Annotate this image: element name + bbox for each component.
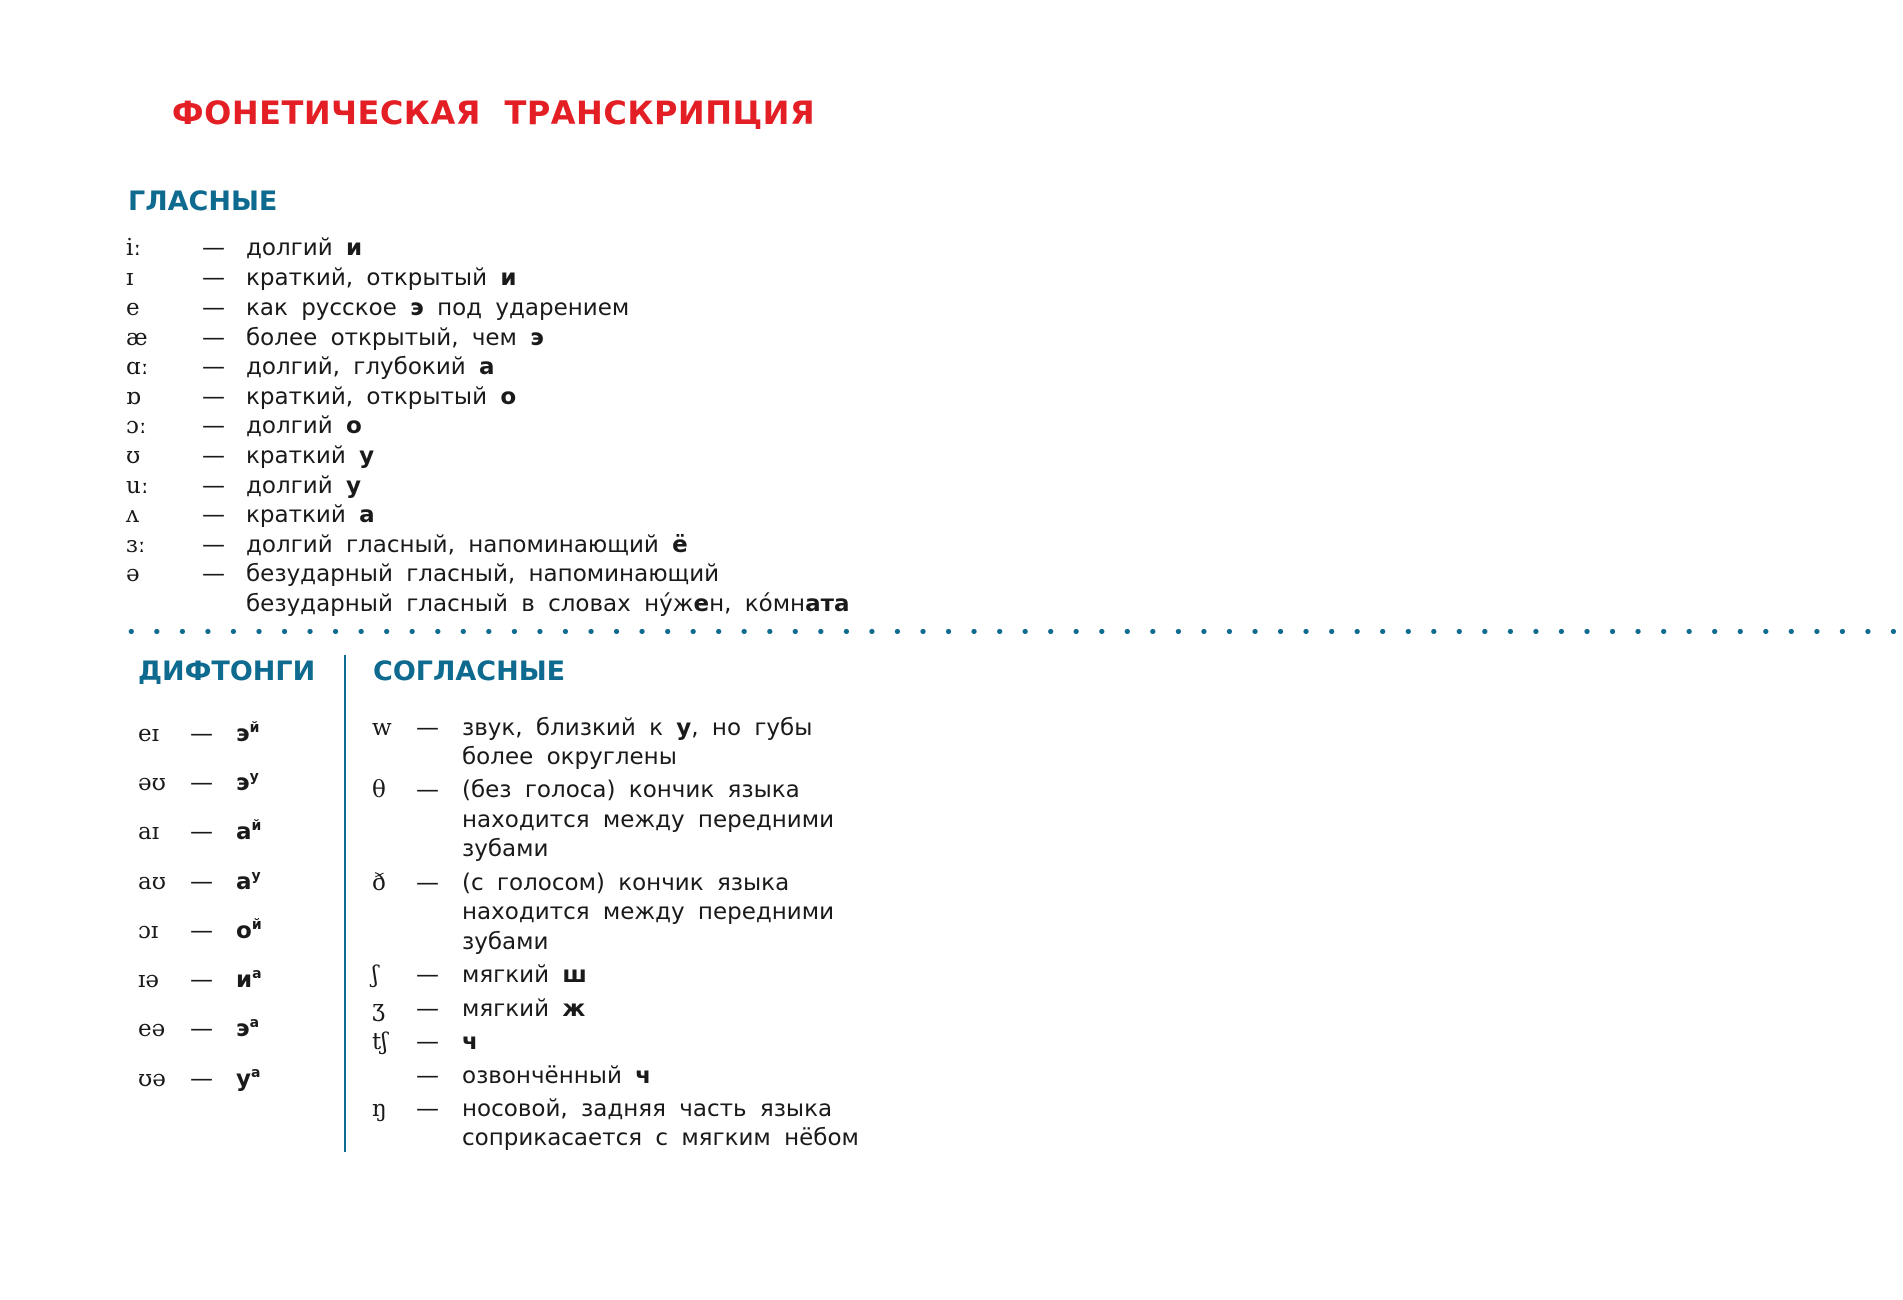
dash: — [416,1029,439,1055]
vowel-letter: о [345,413,362,439]
vowel-letter: у [345,473,361,499]
example-word-1-c: н, [709,591,745,617]
diphthong-letter: и [236,967,253,993]
ipa-symbol: ʌ [126,502,139,528]
diphthong-letter: э [236,770,250,796]
vowel-row [126,323,544,353]
consonant-letter: ч [462,1029,478,1055]
diphthong-row [138,762,259,798]
dash: — [202,473,225,499]
ipa-symbol: əʊ [138,770,166,796]
ipa-symbol: w [372,715,392,741]
consonant-description-line: зубами [462,836,549,862]
vowel-description: долгий [246,413,346,439]
ipa-symbol: ə [126,561,140,587]
vowel-description: долгий, глубокий [246,354,480,380]
vowel-description: краткий, открытый [246,384,501,410]
ipa-symbol: ɪ [126,265,134,291]
dash: — [202,443,225,469]
diphthong-superscript: а [252,966,262,982]
vowel-description: краткий, открытый [246,265,501,291]
page-title: ФОНЕТИЧЕСКАЯ ТРАНСКРИПЦИЯ [171,94,816,132]
dash: — [416,715,439,741]
vowel-description: долгий [246,473,346,499]
dash: — [202,413,225,439]
vowel-row [126,263,516,293]
ipa-symbol: ʊə [138,1066,166,1092]
continuation-text: безударный гласный в словах [246,591,645,617]
vowel-letter: о [500,384,517,410]
vowel-row [126,293,629,323]
vowel-row [126,530,688,560]
diphthong-superscript: а [251,1065,261,1081]
diphthong-letter: о [236,918,252,944]
dash: — [202,265,225,291]
vowel-row [126,441,374,471]
vowel-row [126,411,362,441]
diphthong-letter: а [236,869,252,895]
vowel-description: долгий гласный, напоминающий [246,532,673,558]
consonant-description-line: более округлены [462,744,677,770]
ipa-symbol: eɪ [138,721,159,747]
consonant-row [372,994,585,1024]
consonant-row [372,1061,651,1091]
dash: — [202,325,225,351]
diphthong-letter: у [236,1066,251,1092]
consonant-description-line: зубами [462,929,549,955]
diphthong-superscript: й [251,917,262,933]
consonant-row [372,1094,832,1124]
consonant-letter: ш [562,962,587,988]
ipa-symbol: ɒ [126,384,141,410]
dash: — [202,235,225,261]
ipa-symbol: eə [138,1016,166,1042]
example-word-1-bold: е [693,591,710,617]
ipa-symbol: aʊ [138,869,166,895]
consonants-heading: СОГЛАСНЫЕ [373,656,566,687]
vowel-row [126,500,375,530]
diphthong-row [138,861,261,897]
vowel-row [126,233,362,263]
consonant-description: звук, близкий к [462,715,677,741]
column-divider [344,655,346,1152]
diphthong-row [138,959,262,995]
example-word-2-bold: ата [805,591,850,617]
vowel-letter: э [530,325,544,351]
ipa-symbol: ŋ [372,1096,387,1122]
vowel-row [126,471,361,501]
ipa-symbol: ɑː [126,354,149,380]
dash: — [190,770,213,796]
diphthong-row [138,910,262,946]
dash: — [416,777,439,803]
dash: — [416,870,439,896]
dash: — [190,967,213,993]
dotted-separator: • • • • • • • • • • • • • • • • • • • • • • • • • • • • • • • • • • • • • • • • • • • • • • • • • • • • • • • • • • • • • • • • • • • • • • [126,622,1903,643]
consonant-row [372,713,812,743]
dash: — [416,1096,439,1122]
example-word-2-a: ко́мн [744,591,806,617]
vowel-description: долгий [246,235,346,261]
diphthong-superscript: й [249,720,260,736]
diphthong-superscript: у [249,769,259,785]
vowel-letter: а [479,354,495,380]
consonant-description-line: находится между передними [462,899,835,925]
dash: — [202,532,225,558]
vowel-letter: у [359,443,375,469]
diphthong-letter: а [236,819,252,845]
vowel-description: безударный гласный, напоминающий [246,561,720,587]
ipa-symbol: e [126,295,140,321]
dash: — [202,561,225,587]
consonant-description: озвончённый [462,1063,636,1089]
ipa-symbol: aɪ [138,819,160,845]
dash: — [416,962,439,988]
ipa-symbol: æ [126,325,148,351]
dash: — [190,869,213,895]
consonant-description: (с голосом) кончик языка [462,870,790,896]
consonant-row [372,960,587,990]
ipa-symbol: ɜː [126,532,146,558]
diphthong-letter: э [236,721,250,747]
diphthong-superscript: у [251,868,261,884]
dash: — [190,721,213,747]
consonant-description-tail: , но губы [691,715,813,741]
consonant-letter: ч [635,1063,651,1089]
dash: — [202,354,225,380]
dash: — [190,918,213,944]
vowel-description: как русское [246,295,411,321]
vowel-letter: и [345,235,363,261]
vowel-row [126,559,719,589]
vowel-letter: а [359,502,375,528]
diphthong-row [138,811,261,847]
vowel-letter: и [500,265,517,291]
diphthongs-heading: ДИФТОНГИ [138,656,316,687]
ipa-symbol: ð [372,870,386,896]
diphthong-row [138,1058,260,1094]
ipa-symbol: tʃ [372,1029,388,1055]
consonant-description-line: находится между передними [462,807,835,833]
dash: — [202,384,225,410]
consonant-description: носовой, задняя часть языка [462,1096,833,1122]
vowels-heading: ГЛАСНЫЕ [128,186,278,217]
diphthong-row [138,1008,259,1044]
diphthong-row [138,713,259,749]
vowel-description: краткий [246,443,360,469]
consonant-letter: ж [562,996,586,1022]
dash: — [202,502,225,528]
consonant-letter: у [676,715,692,741]
vowel-description-tail: под ударением [423,295,630,321]
dash: — [416,996,439,1022]
vowel-letter: ё [672,532,688,558]
ipa-symbol: ʒ [372,996,385,1022]
dash: — [416,1063,439,1089]
vowel-row [126,382,516,412]
consonant-row [372,868,789,898]
ipa-symbol: ʃ [372,962,379,988]
consonant-description: мягкий [462,996,563,1022]
vowel-row [126,352,495,382]
dash: — [202,295,225,321]
ipa-symbol: ɔɪ [138,918,159,944]
ipa-symbol: iː [126,235,142,261]
diphthong-superscript: й [251,818,262,834]
vowel-description-continuation [246,589,849,619]
consonant-description: мягкий [462,962,563,988]
diphthong-superscript: а [249,1015,260,1031]
dash: — [190,819,213,845]
dash: — [190,1066,213,1092]
example-word-1-a: ну́ж [644,591,694,617]
dash: — [190,1016,213,1042]
consonant-description-line: соприкасается с мягким нёбом [462,1125,859,1151]
consonant-description: (без голоса) кончик языка [462,777,800,803]
consonant-row [372,1027,478,1057]
consonant-row [372,775,800,805]
ipa-symbol: ɔː [126,413,147,439]
ipa-symbol: uː [126,473,149,499]
vowel-description: краткий [246,502,360,528]
ipa-symbol: ɪə [138,967,159,993]
vowel-description: более открытый, чем [246,325,531,351]
ipa-symbol: ʊ [126,443,141,469]
ipa-symbol: θ [372,777,386,803]
vowel-letter: э [410,295,424,321]
diphthong-letter: э [236,1016,250,1042]
